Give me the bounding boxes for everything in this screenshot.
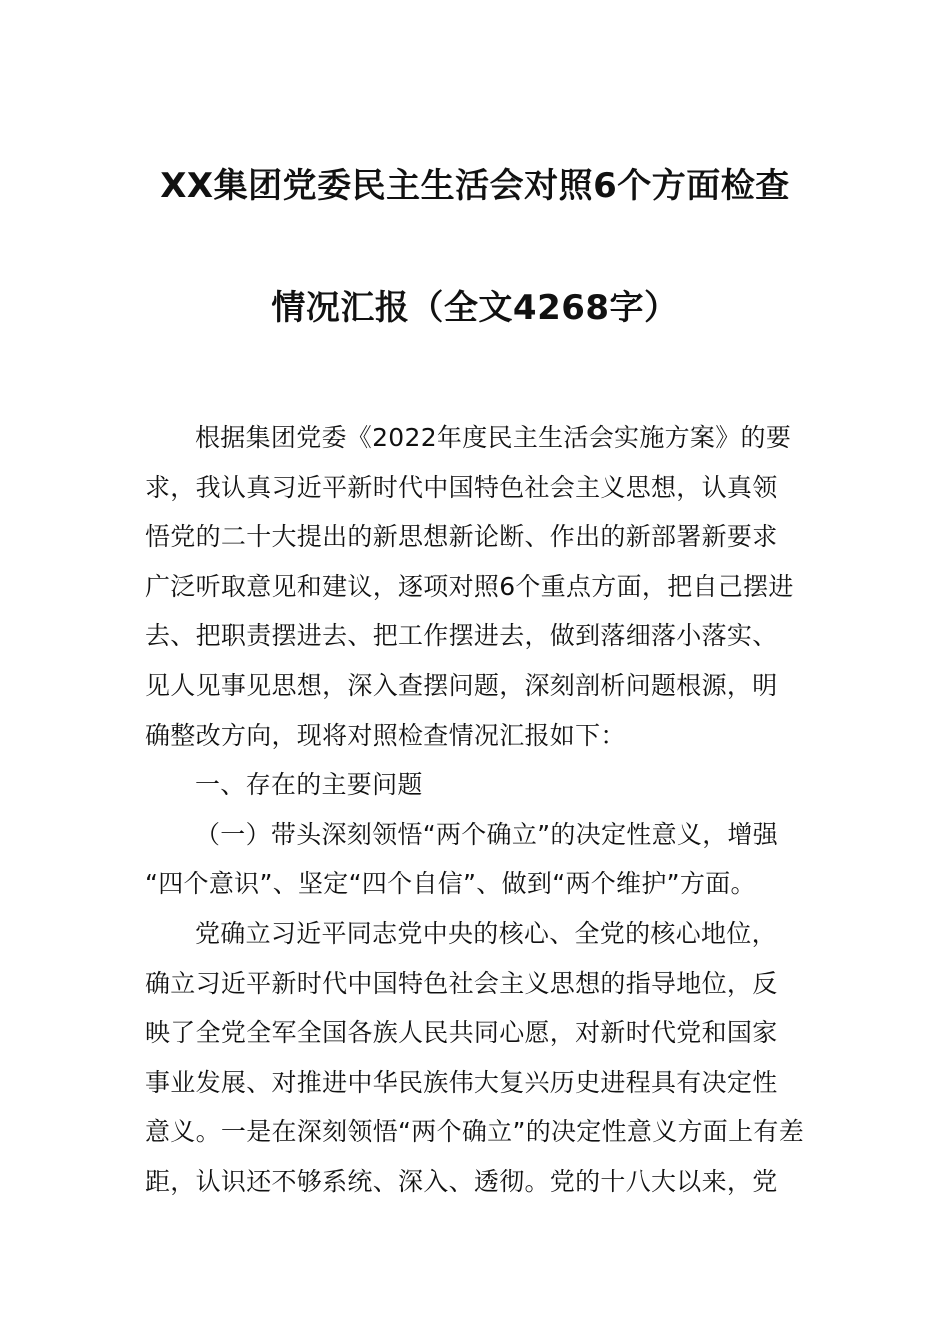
body-line: 意义。一是在深刻领悟“两个确立”的决定性意义方面上有差 bbox=[145, 1117, 805, 1147]
body-line: 距，认识还不够系统、深入、透彻。党的十八大以来，党 bbox=[145, 1166, 778, 1196]
body-line: 见人见事见思想，深入查摆问题，深刻剖析问题根源，明 bbox=[145, 670, 778, 700]
body-line: 事业发展、对推进中华民族伟大复兴历史进程具有决定性 bbox=[145, 1067, 778, 1097]
body-line: 确整改方向，现将对照检查情况汇报如下： bbox=[145, 720, 626, 750]
body-line: 党确立习近平同志党中央的核心、全党的核心地位， bbox=[195, 918, 777, 948]
body-line: 广泛听取意见和建议，逐项对照6个重点方面，把自己摆进 bbox=[145, 571, 794, 601]
body-line: 确立习近平新时代中国特色社会主义思想的指导地位，反 bbox=[145, 968, 778, 998]
body-line: 映了全党全军全国各族人民共同心愿，对新时代党和国家 bbox=[145, 1018, 778, 1048]
section-heading: 一、存在的主要问题 bbox=[195, 770, 423, 800]
document-body bbox=[145, 420, 815, 1214]
body-line: 求，我认真习近平新时代中国特色社会主义思想，认真领 bbox=[145, 472, 778, 502]
document-title-line-2: 情况汇报（全文4268字） bbox=[271, 288, 679, 328]
subsection-heading: （一）带头深刻领悟“两个确立”的决定性意义，增强 bbox=[195, 819, 779, 849]
document-title-line-1: XX集团党委民主生活会对照6个方面检查 bbox=[160, 166, 790, 206]
body-line: 根据集团党委《2022年度民主生活会实施方案》的要 bbox=[195, 423, 792, 452]
body-line: 悟党的二十大提出的新思想新论断、作出的新部署新要求 bbox=[145, 522, 778, 552]
body-line: 去、把职责摆进去、把工作摆进去，做到落细落小落实、 bbox=[145, 621, 778, 651]
body-line: “四个意识”、坚定“四个自信”、做到“两个维护”方面。 bbox=[145, 869, 756, 899]
